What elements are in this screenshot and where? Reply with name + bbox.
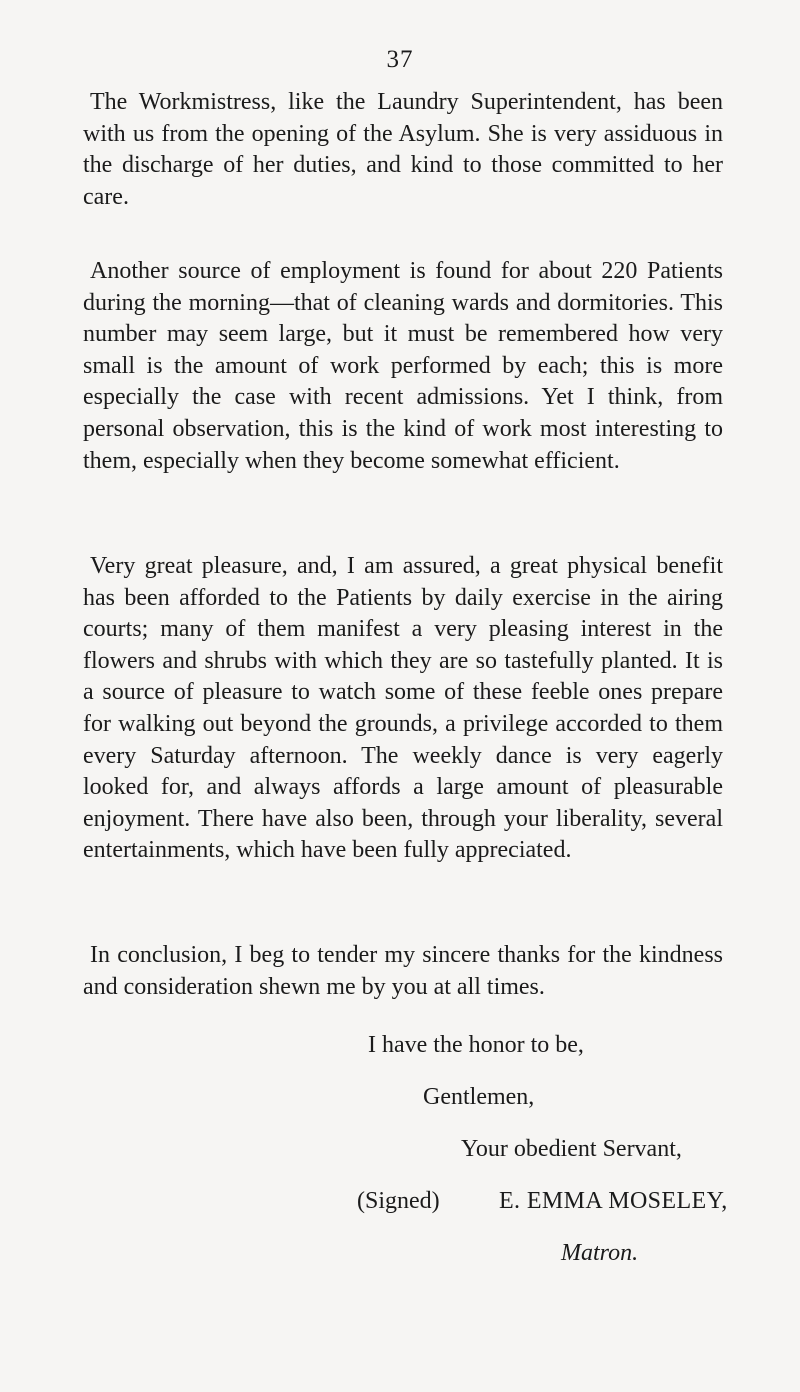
paragraph-pleasure: Very great pleasure, and, I am assured, a great physical benefit has been afforded to the Patients by daily exercise in the airing courts; many of them manifest a very pleasing interest in the flowers and shrubs with which they are so tastefully planted. It is a source of pleasure to watch some of these feeble ones prepare for walking out beyond the grounds, a privilege accorded to them every Saturday afternoon. The weekly dance is very eagerly looked for, and always affords a large amount of pleasurable enjoyment. There have also been, through your liberality, several entertainments, which have been fully appreciated.: [83, 553, 723, 864]
paragraph-workmistress: The Workmistress, like the Laundry Superintendent, has been with us from the opening of the Asylum. She is very assiduous in the discharge of her duties, and kind to those committed to her care.: [83, 89, 723, 210]
signed-label: (Signed): [357, 1188, 440, 1214]
signer-title: Matron.: [561, 1240, 639, 1266]
paragraph-employment: Another source of employment is found for about 220 Patients during the morning—that of cleaning wards and dormitories. This number may seem large, but it must be remembered how very small is the amount of work performed by each; this is more especially the case with recent admissions. Yet I think, from personal observation, this is the kind of work most interesting to them, especially when they become somewhat efficient.: [83, 258, 723, 474]
paragraph-conclusion: In conclusion, I beg to tender my sincere thanks for the kindness and consideration shewn me by you at all times.: [83, 942, 723, 1000]
signer-name: E. EMMA MOSELEY,: [499, 1188, 728, 1214]
page-number: 37: [386, 46, 414, 73]
closing-servant-line: Your obedient Servant,: [461, 1136, 682, 1162]
closing-honor-line: I have the honor to be,: [368, 1032, 584, 1058]
closing-salutation: Gentlemen,: [423, 1084, 535, 1110]
